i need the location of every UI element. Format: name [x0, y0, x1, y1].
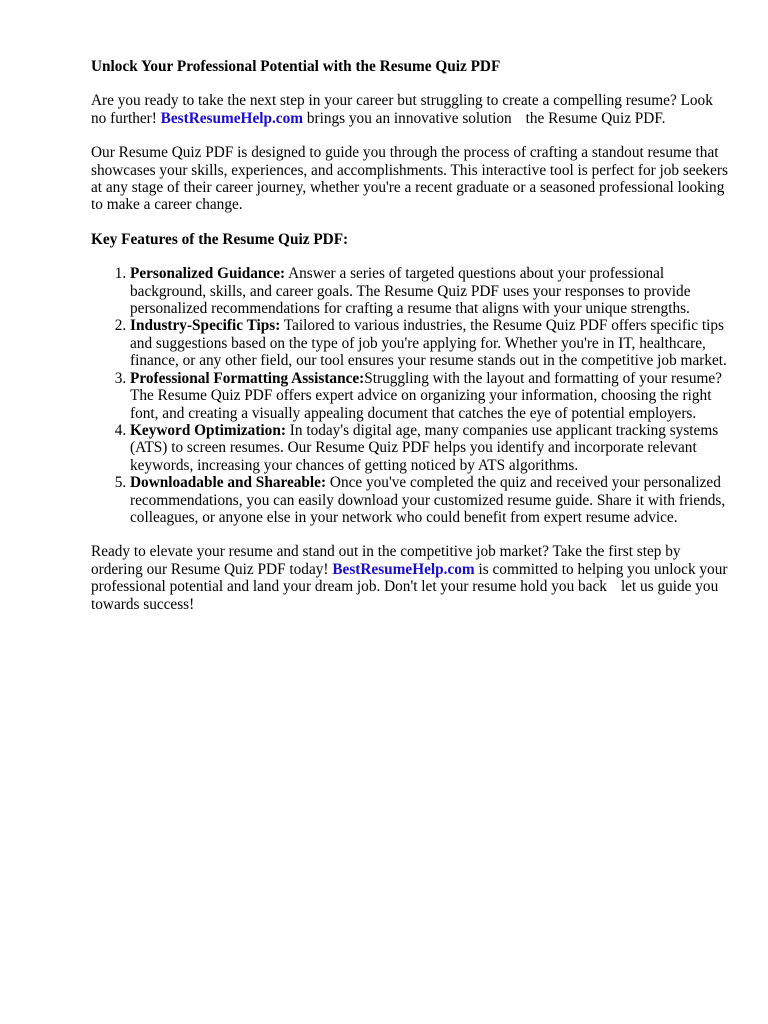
feature-text: Tailored to various industries, the Resume Quiz PDF offers specific tips and suggestions based on the type of job you're applying for. Whether you're in IT, healthcare, finance, or any other field, our tool ensures your resume stands out in the competitive job market.: [130, 317, 727, 370]
feature-label: Downloadable and Shareable:: [130, 474, 327, 492]
bestresumehelp-link[interactable]: BestResumeHelp.com: [160, 109, 303, 127]
feature-item: [130, 370, 731, 422]
features-list: [91, 265, 731, 526]
feature-text: Answer a series of targeted questions about your professional background, skills, and career goals. The Resume Quiz PDF uses your responses to provide personalized recommendations for crafting a resume that aligns with your unique strengths.: [130, 265, 691, 318]
feature-label: Keyword Optimization:: [130, 421, 286, 439]
feature-item: [130, 474, 731, 526]
feature-label: Industry-Specific Tips:: [130, 317, 281, 335]
bestresumehelp-link[interactable]: BestResumeHelp.com: [332, 560, 475, 578]
intro-text: Are you ready to take the next step in your career but struggling to create a compelling resume? Look no further!: [91, 92, 713, 127]
closing-paragraph: [91, 543, 731, 613]
document-title: Unlock Your Professional Potential with the Resume Quiz PDF: [91, 58, 501, 75]
closing-text-after-link: is committed to helping you unlock your professional potential and land your dream job. Don't let your resume hold you back: [91, 560, 728, 596]
description-paragraph: Our Resume Quiz PDF is designed to guide you through the process of crafting a standout resume that showcases your skills, experiences, and accomplishments. This interactive tool is perfect for job seekers at any stage of their career journey, whether you're a recent graduate or a seasoned professional looking to make a career change.: [91, 144, 728, 214]
feature-text: Once you've completed the quiz and received your personalized recommendations, you can easily download your customized resume guide. Share it with friends, colleagues, or anyone else in your network who could benefit from expert resume advice.: [130, 474, 726, 526]
feature-label: Professional Formatting Assistance:: [130, 369, 365, 387]
intro-text-after-link: brings you an innovative solution: [303, 109, 512, 127]
feature-text: In today's digital age, many companies use applicant tracking systems (ATS) to screen resumes. Our Resume Quiz PDF helps you identify and incorporate relevant keywords, increasing your chances of getting noticed by ATS algorithms.: [130, 421, 719, 474]
intro-paragraph: [91, 92, 731, 127]
feature-text: Struggling with the layout and formatting of your resume? The Resume Quiz PDF offers expert advice on organizing your information, choosing the right font, and creating a visually appealing document that catches the eye of potential employers.: [130, 369, 722, 422]
feature-label: Personalized Guidance:: [130, 265, 286, 283]
feature-item: [130, 422, 731, 474]
closing-text-end: let us guide you towards success!: [91, 578, 719, 613]
features-heading: Key Features of the Resume Quiz PDF:: [91, 230, 349, 248]
intro-text-end: the Resume Quiz PDF.: [525, 109, 666, 127]
document-page: [91, 58, 731, 630]
closing-text: Ready to elevate your resume and stand out in the competitive job market? Take the first step by ordering our Resume Quiz PDF today!: [91, 543, 681, 578]
feature-item: [130, 265, 731, 317]
feature-item: [130, 317, 731, 369]
